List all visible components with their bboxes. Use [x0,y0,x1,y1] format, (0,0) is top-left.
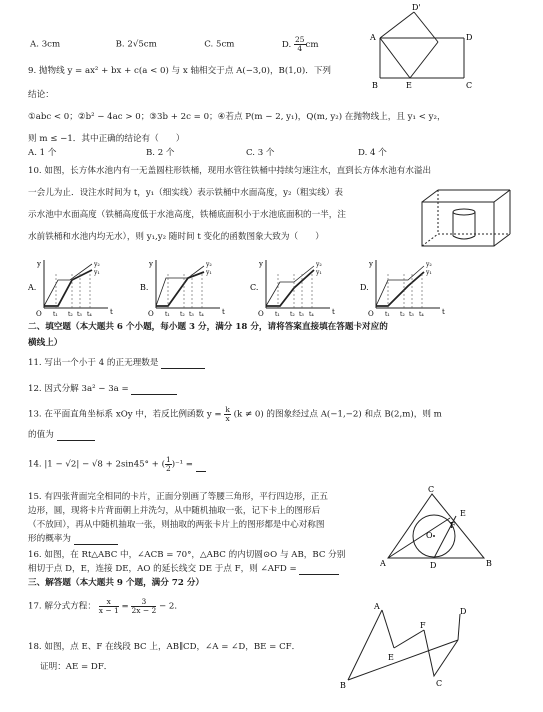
q10-graph-y2-label: y₂ [94,261,100,268]
q10-graph-y2-label: y₂ [426,261,432,268]
q9-line4: 则 m ≤ −1．其中正确的结论有（ ） [28,134,185,144]
q8-label-b: B [372,81,378,90]
q18-figure [338,600,478,690]
q8-options [30,36,318,52]
q10-graph-y1-label: y₁ [94,269,100,276]
q13-line2-text: 的值为 [28,430,54,440]
q18-line2: 证明：AE = DF． [40,662,113,672]
q10-graph-y1-label: y₁ [316,269,322,276]
q13-answer-blank[interactable] [57,431,95,441]
q10-graph-ylabel: y [369,260,373,268]
q9-option-b: B. 2 个 [145,148,175,158]
q10-graph-tlabel: t [332,308,335,316]
q10-graph-t1: t₁ [275,311,280,318]
q10-graph-y2-line [376,272,424,306]
section3-heading: 三、解答题（本大题共 9 个题，满分 72 分） [28,578,205,588]
q10-graph-t2: t₂ [180,311,185,318]
q12 [28,384,177,395]
q16-answer-blank[interactable] [299,565,339,575]
q16-line2-text: 相切于点 D，E，连接 DE，AO 的延长线交 DE 于点 F，则 ∠AFD = [28,564,297,574]
q16-label-d: D [430,561,437,570]
q10-graph-y2-label: y₂ [206,261,212,268]
q10-graph-letter: B. [140,283,149,292]
q10-graph-t3: t₃ [189,311,194,318]
q10-graph-t3: t₃ [409,311,414,318]
q14-frac-num: 1 [165,455,171,464]
q13-line2 [28,430,95,441]
q10-graph-ylabel: y [37,260,41,268]
q10-graph-ylabel: y [149,260,153,268]
q10-graph-t2: t₂ [68,311,73,318]
q8-option-d: D. $\frac{25}{4}$ cm [281,35,319,53]
q10-graph-y1-line [376,266,424,306]
q10-graph-tlabel: t [110,308,113,316]
q16-label-b: B [486,559,492,568]
q10-line4: 水前铁桶和水池内均无水），则 y₁,y₂ 随时间 t 变化的函数图象大致为（ ） [28,232,324,242]
q15-line1: 15. 有四张背面完全相同的卡片，正面分别画了等腰三角形，平行四边形，正五 [28,492,328,502]
q10-graph-t1: t₁ [165,311,170,318]
q18-label-e: E [388,653,394,662]
q16-label-e: E [460,509,466,518]
q9-line3: ①abc < 0；②b² − 4ac > 0；③3b + 2c = 0；④若点 P(m − 2, y₁)，Q(m, y₂) 在抛物线上，且 y₁ < y₂， [28,112,446,122]
q8-label-dprime: D' [412,3,421,12]
q10-graph-a [28,258,120,318]
q11 [28,358,205,369]
q10-line2: 一会儿为止．设注水时间为 t，y₁（细实线）表示铁桶中水面高度，y₂（粗实线）表 [28,188,343,198]
q15-line3: （不放回），再从中随机抽取一张，则抽取的两张卡片上的图形都是中心对称图 [28,520,325,530]
q10-graph-ylabel: y [259,260,263,268]
q10-line1: 10. 如图，长方体水池内有一无盖圆柱形铁桶，现用水管往铁桶中持续匀速注水，直到长方体水池有水溢出 [28,166,432,176]
q8-label-a: A [370,33,376,42]
q10-graph-t2: t₂ [400,311,405,318]
q10-graph-y1-label: y₁ [206,269,212,276]
q10-graph-t2: t₂ [290,311,295,318]
q10-graph-y2-line [156,272,204,306]
q13-post: (k ≠ 0) 的图象经过点 A(−1,−2) 和点 B(2,m)，则 m [233,409,442,420]
q8-option-a: A. 3cm [30,39,61,50]
q8-label-c: C [466,81,473,90]
section2-heading-line2: 横线上） [28,338,63,348]
q10-graph-y1-line [156,266,204,306]
q18-label-d: D [460,607,467,616]
section2-heading-line1: 二、填空题（本大题共 6 个小题，每小题 3 分，满分 18 分，请将答案直接填在答题卡对应的 [28,322,388,332]
q10-graph-y1-label: y₁ [426,269,432,276]
q15-line4-text: 形的概率为 [28,534,71,544]
q10-graph-t4: t₄ [87,311,92,318]
q8-option-c: C. 5cm [204,39,235,50]
q10-graph-d [360,258,452,318]
q15-line4 [28,534,118,545]
q9-option-a: A. 1 个 [28,148,57,158]
q10-graph-origin: O [258,310,264,318]
q8-option-b: B. 2√5cm [115,39,157,50]
q10-graph-t3: t₃ [299,311,304,318]
q9-options [28,148,387,159]
q10-graph-t1: t₁ [385,311,390,318]
q14-text: 14. |1 − √2| − √8 + 2sin45° + ( [28,459,165,470]
q10-graph-t4: t₄ [419,311,424,318]
q16-label-c: C [428,485,435,494]
q12-text: 12. 因式分解 3a² − 3a = [28,384,129,394]
q10-graph-b [140,258,232,318]
q14-answer-blank[interactable] [196,462,206,472]
q10-graph-letter: C. [250,283,259,292]
q18-label-a: A [374,602,380,611]
q18-label-c: C [436,679,443,688]
q10-graph-y2-line [44,270,92,306]
q13-line1 [28,406,442,422]
q10-graph-t4: t₄ [309,311,314,318]
q18-label-b: B [340,681,346,690]
q9-option-d: D. 4 个 [357,148,387,158]
q10-line3: 示水池中水面高度（铁桶高度低于水池高度，铁桶底面积小于水池底面积的一半，注 [28,210,346,220]
q9-option-c: C. 3 个 [245,148,275,158]
q17-tail: − 2． [159,601,183,612]
q17-rhs-den: 2x − 2 [131,605,157,615]
q12-answer-blank[interactable] [131,385,177,395]
q10-graph-letter: A. [28,283,37,292]
q10-graphs [28,258,448,318]
q10-graph-c [250,258,342,318]
q8-label-e: E [406,81,412,90]
q8-label-d: D [466,33,473,42]
q10-graph-y2-line [266,270,314,306]
q10-graph-t4: t₄ [199,311,204,318]
q17-lhs-num: x [99,598,119,607]
q17 [28,598,183,614]
q13-frac-den: x [225,413,230,423]
q18-label-f: F [420,621,426,630]
q10-graph-y2-label: y₂ [316,261,322,268]
q10-graph-y1-line [266,266,314,306]
q10-graph-tlabel: t [442,308,445,316]
q10-graph-t1: t₁ [53,311,58,318]
q10-pool-figure [418,186,518,252]
q14-frac-den: 2 [165,463,171,473]
q17-lhs-den: x − 1 [98,605,119,615]
q14-tail: )⁻¹ = [171,459,194,470]
q15-answer-blank[interactable] [74,535,118,545]
q10-graph-letter: D. [360,283,369,292]
q16-label-o: O [426,531,433,540]
q16-line1: 16. 如图，在 Rt△ABC 中，∠ACB = 70°，△ABC 的内切圆⊙O 与 AB，BC 分别 [28,550,346,560]
q10-graph-t3: t₃ [77,311,82,318]
q10-graph-origin: O [36,310,42,318]
q11-answer-blank[interactable] [161,359,205,369]
q13-pre: 13. 在平面直角坐标系 xOy 中，若反比例函数 y = [28,409,222,420]
q10-graph-tlabel: t [222,308,225,316]
q11-text: 11. 写出一个小于 4 的正无理数是 [28,358,159,368]
q9-line2: 结论： [28,90,54,100]
q17-rhs-num: 3 [131,598,156,607]
q9-line1: 9. 抛物线 y = ax² + bx + c(a < 0) 与 x 轴相交于点 A(−3,0)，B(1,0)．下列 [28,66,332,76]
q13-frac-num: k [225,405,230,414]
q16-label-a: A [380,559,386,568]
q10-graph-y1-line [44,264,92,306]
q16-line2 [28,564,339,575]
q15-line2: 边形，圆，现将卡片背面朝上并洗匀，从中随机抽取一张，记下卡上的图形后 [28,506,321,516]
q14 [28,456,206,472]
q17-eq: = [121,601,129,612]
q10-graph-origin: O [148,310,154,318]
q16-figure [380,484,498,574]
q8-figure [368,2,476,90]
q18-line1: 18. 如图，点 E、F 在线段 BC 上，AB∥CD，∠A = ∠D，BE = CF． [28,642,301,652]
q17-pre: 17. 解分式方程： [28,601,96,612]
q10-graph-origin: O [368,310,374,318]
q16-label-f: F [450,521,456,530]
